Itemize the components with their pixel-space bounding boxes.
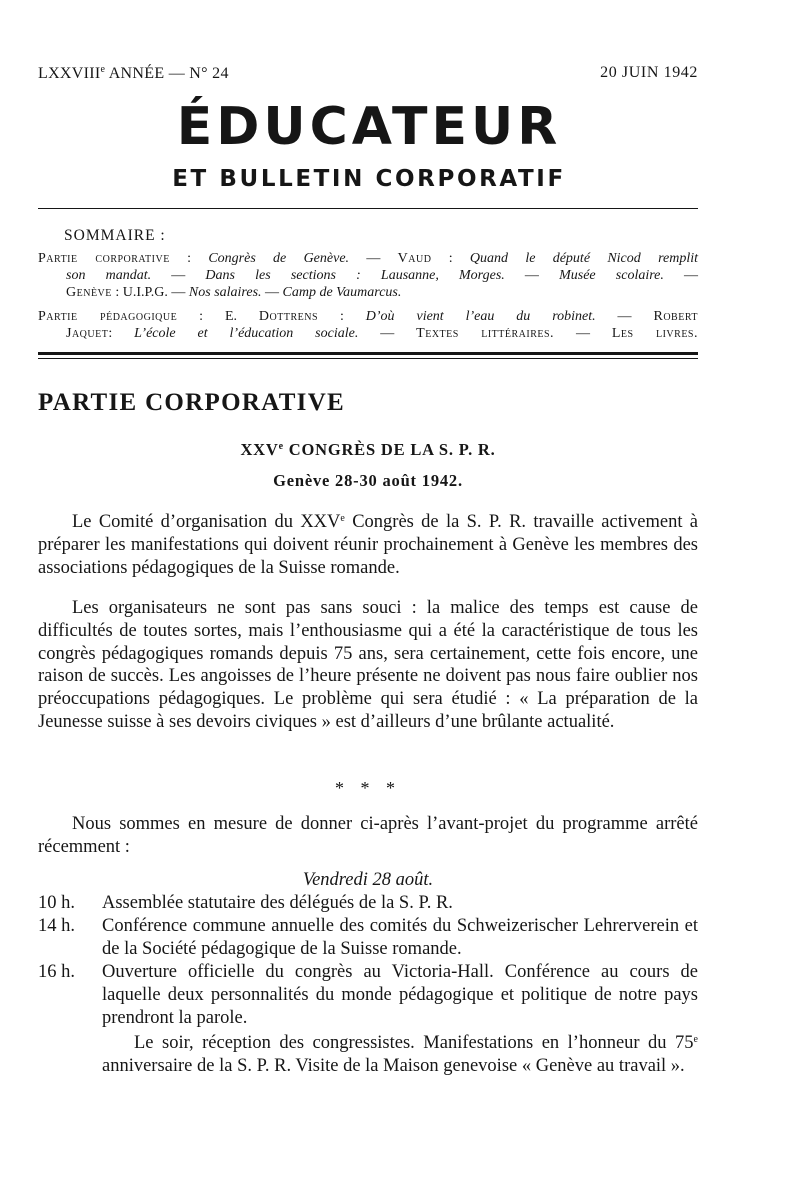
masthead-subtitle: ET BULLETIN CORPORATIF <box>172 166 566 192</box>
sommaire-pedagogique: Partie pédagogique : E. Dottrens : D’où vient l’eau du robinet. — Robert Jaquet: L’école et l’éducation sociale. — Textes littéraires. — Les livres. <box>38 309 698 341</box>
section-separator: * * * <box>335 778 401 798</box>
paragraph-2: Les organisateurs ne sont pas sans souci : la malice des temps est cause de difficultés de toutes sortes, mais l’enthousiasme qui a été la caractéristique de tous les congrès pédagogiques romands depuis 75 ans, sera certainement, cette fois encore, une raison de succès. Les angoisses de l’heure présente ne doivent pas nous faire oublier nos préoccupations pédagogiques. Le problème qui sera étudié : « La préparation de la Jeunesse suisse à ses devoirs civiques » est d’ailleurs d’une brûlante actualité. <box>38 598 698 732</box>
programme-item <box>38 892 698 915</box>
programme-time: 10 h. <box>38 893 75 913</box>
paragraph-3: Nous sommes en mesure de donner ci-après l’avant-projet du programme arrêté récemment : <box>38 814 698 857</box>
programme-day: Vendredi 28 août. <box>302 870 434 890</box>
journal-page <box>38 0 698 1192</box>
programme-text: Conférence commune annuelle des comités du Schweizerischer Lehrerverein et de la Société pédagogique de la Suisse romande. <box>102 916 698 959</box>
issue-number: LXXVIIIe ANNÉE — N° 24 <box>38 64 229 82</box>
programme-text: Ouverture officielle du congrès au Victoria-Hall. Conférence au cours de laquelle deux personnalités du monde pédagogique et politique de notre pays prendront la parole. <box>102 962 698 1028</box>
issue-header <box>38 64 698 86</box>
sommaire-heading: SOMMAIRE : <box>64 227 166 244</box>
programme-evening: Le soir, réception des congressistes. Manifestations en l’honneur du 75e anniversaire de la S. P. R. Visite de la Maison genevoise « Genève au travail ». <box>102 1033 698 1076</box>
article-heading: XXVe CONGRÈS DE LA S. P. R. <box>240 440 496 459</box>
section-rule-thick <box>38 352 698 355</box>
header-rule <box>38 208 698 209</box>
section-rule-thin <box>38 358 698 359</box>
sommaire-corporative: Partie corporative : Congrès de Genève. — Vaud : Quand le député Nicod remplit son mandat. — Dans les sections : Lausanne, Morges. — Musée scolaire. — Genève : U.I.P.G. — Nos salaires. — Camp de Vaumarcus. <box>38 251 699 300</box>
programme-time: 16 h. <box>38 962 75 982</box>
article-subheading: Genève 28-30 août 1942. <box>273 471 463 490</box>
programme-time: 14 h. <box>38 916 75 936</box>
programme-item <box>38 915 698 961</box>
paragraph-1: Le Comité d’organisation du XXVe Congrès de la S. P. R. travaille activement à préparer les manifestations qui doivent réunir prochainement à Genève les membres des associations pédagogiques de la Suisse romande. <box>38 512 698 578</box>
issue-date: 20 JUIN 1942 <box>600 64 698 81</box>
masthead-title: ÉDUCATEUR <box>176 97 562 157</box>
programme-item <box>38 961 698 1029</box>
programme-text: Assemblée statutaire des délégués de la S. P. R. <box>102 893 453 913</box>
section-title: PARTIE CORPORATIVE <box>38 389 346 416</box>
